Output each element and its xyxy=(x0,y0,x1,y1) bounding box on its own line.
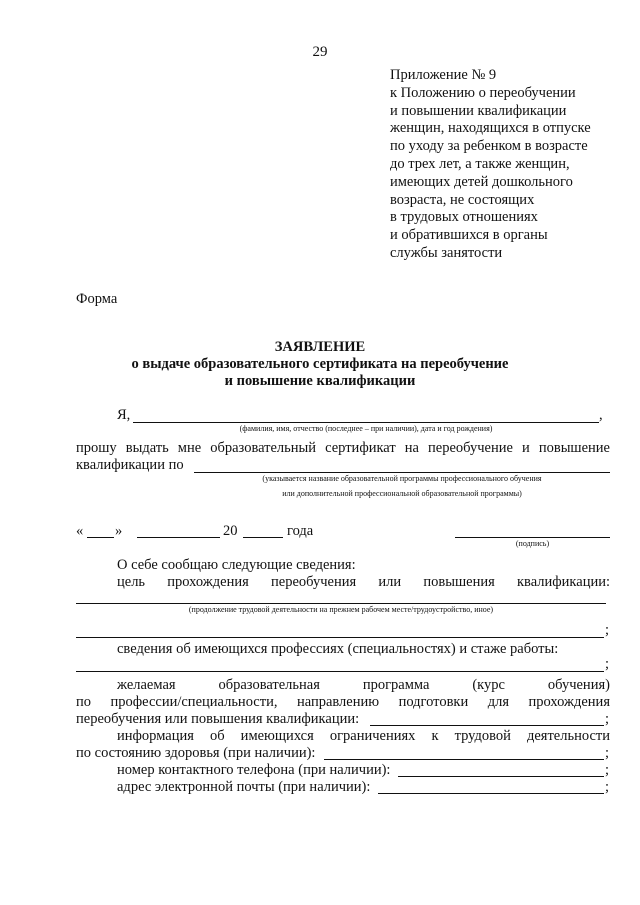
appendix-line: до трех лет, а также женщин, xyxy=(390,155,570,172)
program-line-2: по профессии/специальности, направлению подготовки для прохождения xyxy=(76,694,610,710)
goal-word: или xyxy=(378,574,402,590)
goal-field-2[interactable] xyxy=(76,637,604,638)
program-hint-2: или дополнительной профессиональной образовательной программы) xyxy=(282,489,522,498)
professions-label: сведения об имеющихся профессиях (специальностях) и стаже работы: xyxy=(117,641,559,657)
document-subtitle: о выдаче образовательного сертификата на переобучение xyxy=(131,356,509,372)
goal-word: прохождения xyxy=(167,574,249,590)
health-semicolon: ; xyxy=(605,745,610,761)
appendix-line: в трудовых отношениях xyxy=(390,209,538,226)
goal-word: переобучения xyxy=(271,574,357,590)
request-line-2-prefix: квалификации по xyxy=(76,457,184,473)
appendix-line: и обратившихся в органы xyxy=(390,227,548,244)
year-prefix: 20 xyxy=(223,523,238,539)
goal-word: повышения xyxy=(423,574,495,590)
program-semicolon: ; xyxy=(605,711,610,727)
signature-field[interactable] xyxy=(455,537,610,538)
program-hint-1: (указывается название образовательной программы профессионального обучения xyxy=(262,474,542,483)
page-number: 29 xyxy=(312,44,328,60)
date-open-quote: « xyxy=(76,523,84,539)
appendix-line: женщин, находящихся в отпуске xyxy=(390,120,591,137)
program-word: желаемая xyxy=(117,677,176,693)
health-field[interactable] xyxy=(324,759,604,760)
form-label: Форма xyxy=(76,291,118,307)
appendix-line: имеющих детей дошкольного xyxy=(390,173,573,190)
program-name-field[interactable] xyxy=(194,472,610,473)
professions-field[interactable] xyxy=(76,671,604,672)
professions-semicolon: ; xyxy=(605,656,610,672)
program-word: программа xyxy=(362,677,430,693)
applicant-name-field[interactable] xyxy=(133,422,599,423)
program-label xyxy=(117,677,610,694)
goal-semicolon: ; xyxy=(605,622,610,638)
program-word: (курс xyxy=(472,677,505,693)
email-field[interactable] xyxy=(378,793,604,794)
email-label: адрес электронной почты (при наличии): xyxy=(117,779,371,795)
applicant-hint: (фамилия, имя, отчество (последнее – при наличии), дата и год рождения) xyxy=(239,424,493,433)
appendix-line: к Положению о переобучении xyxy=(390,84,576,101)
month-field[interactable] xyxy=(137,537,220,538)
document-title: ЗАЯВЛЕНИЕ xyxy=(274,339,366,355)
request-line-1: прошу выдать мне образовательный сертификат на переобучение и повышение xyxy=(76,440,610,456)
goal-hint: (продолжение трудовой деятельности на прежнем рабочем месте/трудоустройство, иное) xyxy=(188,605,494,614)
day-field[interactable] xyxy=(87,537,114,538)
document-subtitle-2: и повышение квалификации xyxy=(224,373,416,389)
goal-field[interactable] xyxy=(76,603,606,604)
appendix-line: возраста, не состоящих xyxy=(390,191,535,208)
phone-semicolon: ; xyxy=(605,762,610,778)
phone-label: номер контактного телефона (при наличии): xyxy=(117,762,391,778)
phone-field[interactable] xyxy=(398,776,604,777)
date-close-quote: » xyxy=(115,523,123,539)
program-line-3: переобучения или повышения квалификации: xyxy=(76,711,360,727)
applicant-comma: , xyxy=(599,407,603,423)
appendix-line: службы занятости xyxy=(390,244,503,261)
appendix-block xyxy=(390,67,591,263)
program-word: образовательная xyxy=(218,677,320,693)
health-line-2: по состоянию здоровья (при наличии): xyxy=(76,745,316,761)
goal-word: цель xyxy=(117,574,146,590)
year-field[interactable] xyxy=(243,537,283,538)
applicant-prefix: Я, xyxy=(117,407,131,423)
year-suffix: года xyxy=(287,523,314,539)
appendix-line: Приложение № 9 xyxy=(390,67,497,83)
info-intro: О себе сообщаю следующие сведения: xyxy=(117,557,356,573)
goal-word: квалификации: xyxy=(517,574,610,590)
appendix-line: по уходу за ребенком в возрасте xyxy=(390,138,588,155)
health-line-1: информация об имеющихся ограничениях к трудовой деятельности xyxy=(117,728,610,744)
signature-hint: (подпись) xyxy=(515,539,550,548)
goal-label xyxy=(117,574,610,591)
email-semicolon: ; xyxy=(605,779,610,795)
appendix-line: и повышении квалификации xyxy=(390,102,567,119)
program-word: обучения) xyxy=(547,677,610,693)
program-field[interactable] xyxy=(370,725,604,726)
